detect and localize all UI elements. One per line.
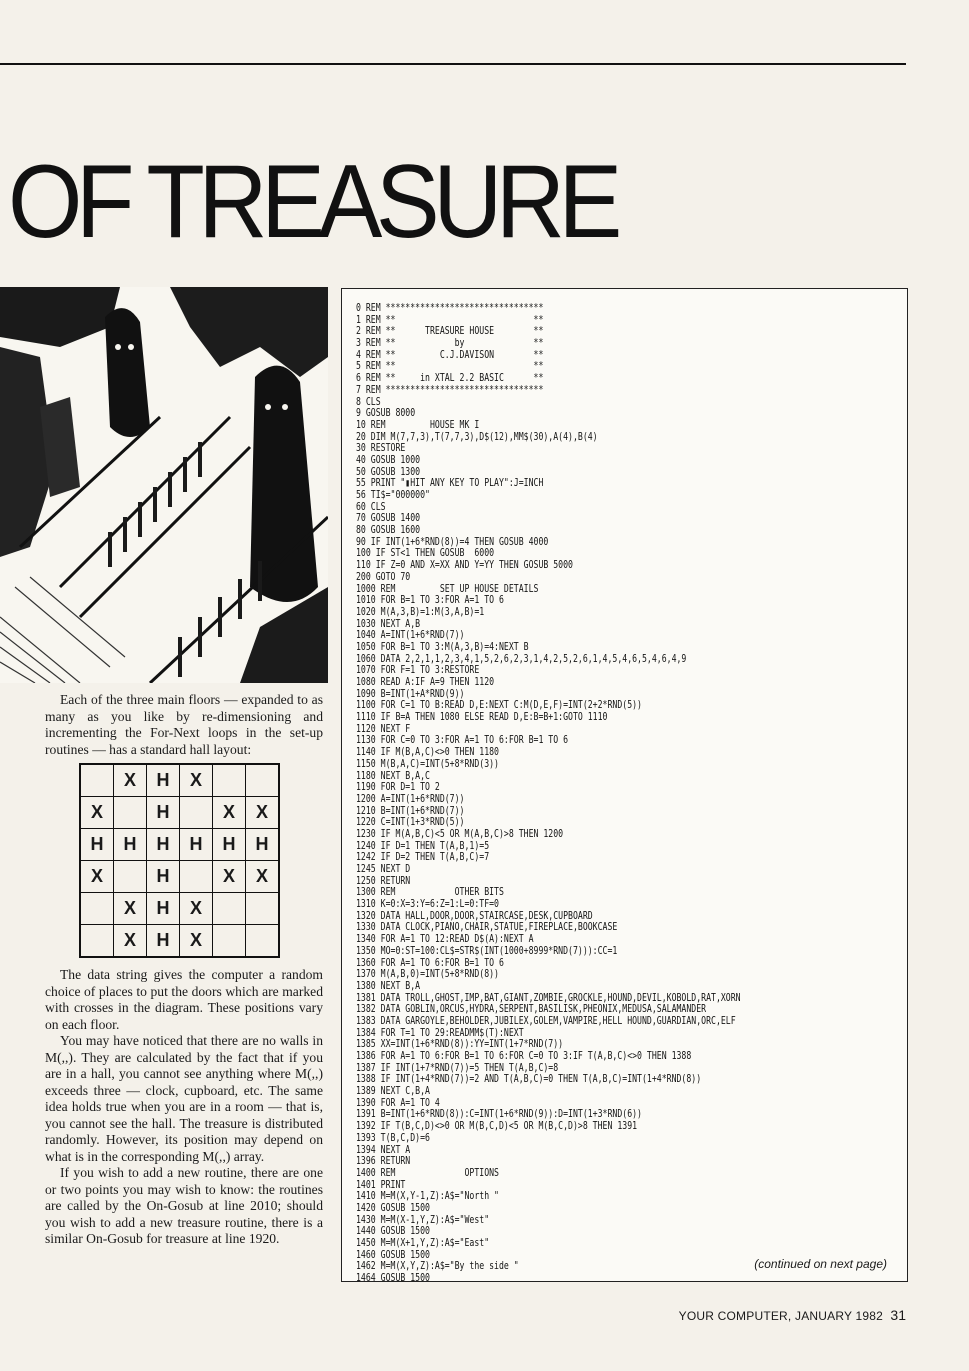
listing-line: 1396 RETURN xyxy=(356,1155,411,1168)
grid-cell xyxy=(246,764,280,797)
grid-row xyxy=(80,797,279,829)
grid-cell: H xyxy=(213,829,246,861)
grid-cell xyxy=(80,764,114,797)
listing-line: 1250 RETURN xyxy=(356,874,411,887)
listing-line: 1360 FOR A=1 TO 6:FOR B=1 TO 6 xyxy=(356,956,504,969)
listing-line: 1384 FOR T=1 TO 29:READMM$(T):NEXT xyxy=(356,1026,524,1039)
folio-line xyxy=(679,1309,883,1323)
grid-cell xyxy=(114,861,147,893)
listing-line: 50 GOSUB 1300 xyxy=(356,465,421,478)
program-listing-box xyxy=(341,288,908,1282)
listing-line: 1385 XX=INT(1+6*RND(8)):YY=INT(1+7*RND(7)) xyxy=(356,1038,564,1051)
page-number: 31 xyxy=(890,1307,906,1323)
listing-line: 1230 IF M(A,B,C)<5 OR M(A,B,C)>8 THEN 1200 xyxy=(356,827,564,840)
listing-line: 1462 M=M(X,Y,Z):A$="By the side " xyxy=(356,1260,519,1273)
listing-line: 55 PRINT "▮HIT ANY KEY TO PLAY":J=INCH xyxy=(356,477,544,490)
article-paragraph: The data string gives the computer a random choice of places to put the doors which are marked with crosses in the diagram. These positions vary on each floor. xyxy=(45,967,323,1032)
listing-line: 1220 C=INT(1+3*RND(5)) xyxy=(356,816,465,829)
listing-line: 1464 GOSUB 1500 xyxy=(356,1272,430,1282)
listing-line: 1420 GOSUB 1500 xyxy=(356,1201,430,1214)
listing-line: 110 IF Z=0 AND X=XX AND Y=YY THEN GOSUB 5000 xyxy=(356,559,573,572)
grid-cell xyxy=(80,925,114,958)
article-paragraph: Each of the three main floors — expanded to as many as you like by re-dimensioning and incrementing the For-Next loops in the set-up routines — has a standard hall layout: xyxy=(45,692,323,757)
staircase-illustration xyxy=(0,287,328,683)
grid-cell: X xyxy=(180,893,213,925)
listing-line: 56 TI$="000000" xyxy=(356,489,430,501)
listing-line: 90 IF INT(1+6*RND(8))=4 THEN GOSUB 4000 xyxy=(356,535,549,548)
article-paragraph: You may have noticed that there are no walls in M(,,). They are calculated by the fact that if you are in a hall, you cannot see anything where M(,,) exceeds three — clock, cupboard, etc. The same idea holds true when you are in a room — that is, you cannot see the hall. The treasure is distributed randomly. However, its position may depend on what is in the corresponding M(,,) array. xyxy=(45,1033,323,1164)
listing-line: 1190 FOR D=1 TO 2 xyxy=(356,781,440,794)
listing-line: 1450 M=M(X+1,Y,Z):A$="East" xyxy=(356,1237,490,1249)
grid-cell: H xyxy=(147,797,180,829)
grid-cell: X xyxy=(246,861,280,893)
grid-cell: H xyxy=(80,829,114,861)
listing-line: 9 GOSUB 8000 xyxy=(356,407,416,420)
listing-line: 20 DIM M(7,7,3),T(7,7,3),D$(12),MM$(30),A(4),B(4) xyxy=(356,430,598,443)
listing-line: 1030 NEXT A,B xyxy=(356,617,421,630)
listing-line: 1388 IF INT(1+4*RND(7))=2 AND T(A,B,C)=0 THEN T(A,B,C)=INT(1+4*RND(8)) xyxy=(356,1073,702,1086)
listing-line: 1130 FOR C=0 TO 3:FOR A=1 TO 6:FOR B=1 TO 6 xyxy=(356,734,569,747)
grid-cell: X xyxy=(80,797,114,829)
listing-line: 1100 FOR C=1 TO B:READ D,E:NEXT C:M(D,E,F)=INT(2+2*RND(5)) xyxy=(356,699,642,712)
listing-line: 1090 B=INT(1+A*RND(9)) xyxy=(356,687,465,700)
listing-line: 1380 NEXT B,A xyxy=(356,979,421,992)
grid-cell xyxy=(213,925,246,958)
grid-cell: X xyxy=(180,925,213,958)
listing-line: 0 REM ******************************** xyxy=(356,302,544,314)
listing-line: 7 REM ******************************** xyxy=(356,383,544,396)
grid-cell: X xyxy=(246,797,280,829)
listing-line: 1210 B=INT(1+6*RND(7)) xyxy=(356,804,465,817)
listing-line: 1150 M(B,A,C)=INT(5+8*RND(3)) xyxy=(356,757,499,770)
grid-cell: X xyxy=(213,797,246,829)
grid-cell xyxy=(114,797,147,829)
article-paragraph: If you wish to add a new routine, there are one or two points you may wish to know: the routines are called by the On-Gosub at line 2010; should you wish to add a new treasure routine, there is a similar On-Gosub for treasure at line 1920. xyxy=(45,1165,323,1246)
grid-cell: H xyxy=(147,861,180,893)
listing-line: 1050 FOR B=1 TO 3:M(A,3,B)=4:NEXT B xyxy=(356,640,529,653)
grid-cell: H xyxy=(147,925,180,958)
grid-cell: H xyxy=(180,829,213,861)
hall-layout-diagram xyxy=(79,763,280,958)
listing-line: 100 IF ST<1 THEN GOSUB 6000 xyxy=(356,547,495,560)
listing-line: 1 REM ** ** xyxy=(356,313,544,326)
listing-line: 1392 IF T(B,C,D)<>0 OR M(B,C,D)<5 OR M(B,C,D)>8 THEN 1391 xyxy=(356,1120,638,1133)
grid-cell xyxy=(180,797,213,829)
page-headline: OF TREASURE xyxy=(8,144,616,260)
listing-line: 40 GOSUB 1000 xyxy=(356,453,421,466)
listing-line: 1390 FOR A=1 TO 4 xyxy=(356,1096,440,1109)
listing-line: 1242 IF D=2 THEN T(A,B,C)=7 xyxy=(356,851,490,864)
listing-line: 1245 NEXT D xyxy=(356,863,411,875)
grid-cell: H xyxy=(147,764,180,797)
listing-line: 1387 IF INT(1+7*RND(7))=5 THEN T(A,B,C)=8 xyxy=(356,1061,559,1074)
listing-line: 1382 DATA GOBLIN,ORCUS,HYDRA,SERPENT,BASILISK,PHEONIX,MEDUSA,SALAMANDER xyxy=(356,1003,707,1016)
listing-line: 3 REM ** by ** xyxy=(356,337,544,350)
listing-line: 1430 M=M(X-1,Y,Z):A$="West" xyxy=(356,1213,490,1226)
listing-line: 1410 M=M(X,Y-1,Z):A$="North " xyxy=(356,1190,499,1203)
grid-cell: X xyxy=(114,893,147,925)
listing-line: 1440 GOSUB 1500 xyxy=(356,1225,430,1238)
listing-line: 200 GOTO 70 xyxy=(356,570,411,583)
listing-line: 1060 DATA 2,2,1,1,2,3,4,1,5,2,6,2,3,1,4,2,5,2,6,1,4,5,4,6,5,4,6,4,9 xyxy=(356,652,687,665)
listing-line: 1300 REM OTHER BITS xyxy=(356,886,504,899)
listing-line: 1370 M(A,B,0)=INT(5+8*RND(8)) xyxy=(356,968,499,981)
listing-line: 1330 DATA CLOCK,PIANO,CHAIR,STATUE,FIREPLACE,BOOKCASE xyxy=(356,921,618,934)
listing-line: 1120 NEXT F xyxy=(356,722,411,735)
listing-line: 1240 IF D=1 THEN T(A,B,1)=5 xyxy=(356,839,490,852)
grid-cell: H xyxy=(147,893,180,925)
listing-line: 1350 MO=0:ST=100:CL$=STR$(INT(1000+8999*RND(7))):CC=1 xyxy=(356,944,618,957)
listing-line: 1200 A=INT(1+6*RND(7)) xyxy=(356,792,465,805)
listing-line: 1000 REM SET UP HOUSE DETAILS xyxy=(356,582,539,595)
listing-line: 1110 IF B=A THEN 1080 ELSE READ D,E:B=B+1:GOTO 1110 xyxy=(356,711,608,724)
listing-line: 1080 READ A:IF A=9 THEN 1120 xyxy=(356,676,495,688)
listing-line: 2 REM ** TREASURE HOUSE ** xyxy=(356,325,544,338)
grid-cell: X xyxy=(114,764,147,797)
listing-line: 1400 REM OPTIONS xyxy=(356,1166,499,1179)
grid-cell xyxy=(246,925,280,958)
grid-cell xyxy=(80,893,114,925)
grid-cell: X xyxy=(180,764,213,797)
listing-line: 6 REM ** in XTAL 2.2 BASIC ** xyxy=(356,372,544,385)
listing-line: 1401 PRINT xyxy=(356,1178,406,1191)
top-rule xyxy=(0,63,906,65)
grid-row xyxy=(80,764,279,797)
listing-line: 8 CLS xyxy=(356,395,381,408)
listing-line: 80 GOSUB 1600 xyxy=(356,524,421,537)
continued-note: (continued on next page) xyxy=(754,1257,887,1271)
grid-cell: H xyxy=(246,829,280,861)
grid-cell xyxy=(213,893,246,925)
listing-line: 4 REM ** C.J.DAVISON ** xyxy=(356,348,544,361)
listing-line: 30 RESTORE xyxy=(356,442,406,455)
grid-row xyxy=(80,829,279,861)
listing-line: 1393 T(B,C,D)=6 xyxy=(356,1131,430,1144)
listing-line: 1070 FOR F=1 TO 3:RESTORE xyxy=(356,664,480,677)
grid-cell xyxy=(246,893,280,925)
listing-line: 1010 FOR B=1 TO 3:FOR A=1 TO 6 xyxy=(356,594,504,607)
listing-line: 5 REM ** ** xyxy=(356,360,544,373)
listing-line: 1389 NEXT C,B,A xyxy=(356,1085,430,1098)
program-listing xyxy=(356,303,741,1282)
magazine-folio: YOUR COMPUTER, JANUARY 1982 xyxy=(678,1309,883,1323)
listing-line: 10 REM HOUSE MK I xyxy=(356,418,480,431)
listing-line: 70 GOSUB 1400 xyxy=(356,512,421,525)
listing-line: 60 CLS xyxy=(356,500,386,513)
grid-cell: H xyxy=(147,829,180,861)
listing-line: 1310 K=0:X=3:Y=6:Z=1:L=0:TF=0 xyxy=(356,898,499,911)
grid-row xyxy=(80,925,279,958)
listing-line: 1391 B=INT(1+6*RND(8)):C=INT(1+6*RND(9)):D=INT(1+3*RND(6)) xyxy=(356,1108,642,1121)
grid-cell: X xyxy=(80,861,114,893)
listing-line: 1386 FOR A=1 TO 6:FOR B=1 TO 6:FOR C=0 TO 3:IF T(A,B,C)<>0 THEN 1388 xyxy=(356,1050,692,1062)
listing-line: 1340 FOR A=1 TO 12:READ D$(A):NEXT A xyxy=(356,933,534,946)
listing-line: 1140 IF M(B,A,C)<>0 THEN 1180 xyxy=(356,746,499,759)
listing-line: 1381 DATA TROLL,GHOST,IMP,BAT,GIANT,ZOMBIE,GROCKLE,HOUND,DEVIL,KOBOLD,RAT,XORN xyxy=(356,991,741,1004)
grid-row xyxy=(80,893,279,925)
listing-line: 1180 NEXT B,A,C xyxy=(356,769,430,782)
listing-line: 1020 M(A,3,B)=1:M(3,A,B)=1 xyxy=(356,605,485,618)
listing-line: 1460 GOSUB 1500 xyxy=(356,1248,430,1261)
listing-line: 1394 NEXT A xyxy=(356,1143,411,1156)
grid-cell: X xyxy=(213,861,246,893)
grid-cell: X xyxy=(114,925,147,958)
grid-cell xyxy=(213,764,246,797)
grid-cell xyxy=(180,861,213,893)
grid-cell: H xyxy=(114,829,147,861)
listing-line: 1040 A=INT(1+6*RND(7)) xyxy=(356,629,465,642)
grid-row xyxy=(80,861,279,893)
listing-line: 1383 DATA GARGOYLE,BEHOLDER,JUBILEX,GOLEM,VAMPIRE,HELL HOUND,GUARDIAN,ORC,ELF xyxy=(356,1014,736,1027)
listing-line: 1320 DATA HALL,DOOR,DOOR,STAIRCASE,DESK,CUPBOARD xyxy=(356,909,593,922)
